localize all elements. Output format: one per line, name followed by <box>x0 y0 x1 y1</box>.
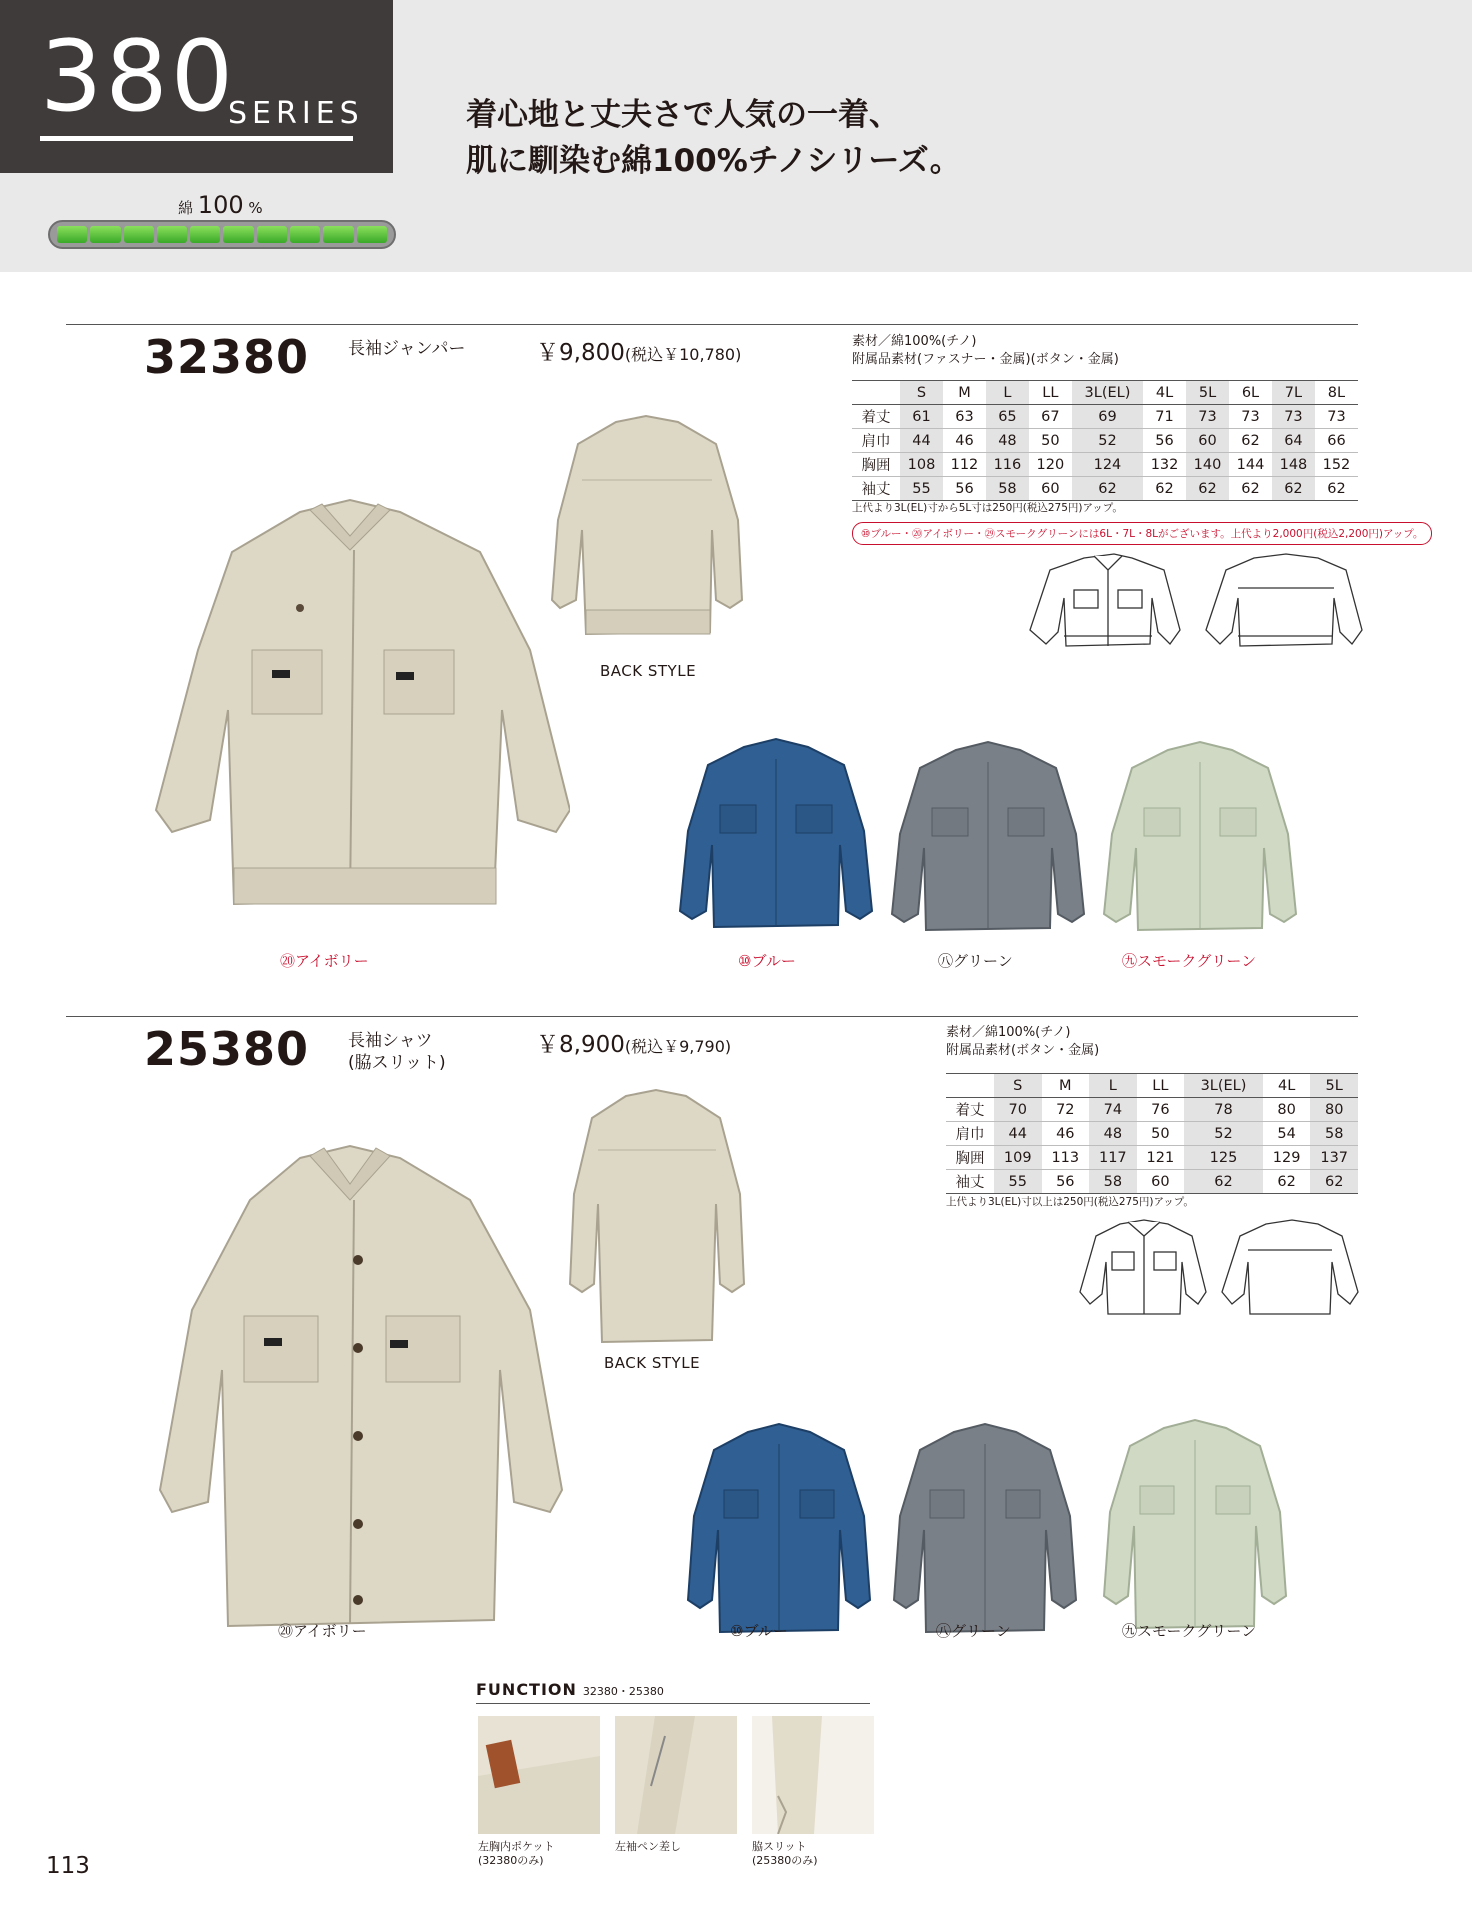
size-cell: 50 <box>1029 429 1072 453</box>
function-codes: 32380・25380 <box>582 1685 664 1698</box>
size-cell: 80 <box>1263 1098 1311 1122</box>
product-price <box>536 334 741 367</box>
size-cell: 72 <box>1042 1098 1090 1122</box>
flat-drawing-shirt <box>1070 1214 1364 1320</box>
color-label-green: ㊇グリーン <box>936 1622 1011 1640</box>
size-cell: 48 <box>986 429 1029 453</box>
table-corner <box>946 1074 994 1098</box>
size-cell: 48 <box>1089 1122 1137 1146</box>
product-code: 32380 <box>144 330 310 384</box>
function-caption <box>478 1840 554 1868</box>
size-cell: 65 <box>986 405 1029 429</box>
function-caption <box>752 1840 818 1868</box>
price-tax: (税込￥9,790) <box>624 1037 732 1056</box>
row-label: 胸囲 <box>852 453 900 477</box>
size-cell: 124 <box>1072 453 1143 477</box>
product-name: 長袖ジャンパー <box>348 339 466 359</box>
row-label: 袖丈 <box>852 477 900 501</box>
size-header: 3L(EL) <box>1184 1074 1263 1098</box>
row-label: 着丈 <box>946 1098 994 1122</box>
cotton-label <box>178 191 263 219</box>
material-line: 素材／綿100%(チノ) <box>852 334 977 349</box>
jumper-green-photo <box>890 738 1086 938</box>
color-label-blue: ⑩ブルー <box>730 1622 788 1640</box>
size-cell: 52 <box>1072 429 1143 453</box>
table-row <box>946 1098 1358 1122</box>
meter-segment <box>323 226 353 243</box>
size-cell: 60 <box>1029 477 1072 501</box>
row-label: 胸囲 <box>946 1146 994 1170</box>
cotton-unit: % <box>248 199 263 217</box>
size-cell: 52 <box>1184 1122 1263 1146</box>
meter-segment <box>57 226 87 243</box>
back-style-label: BACK STYLE <box>600 662 697 680</box>
row-label: 袖丈 <box>946 1170 994 1194</box>
size-header: LL <box>1029 381 1072 405</box>
meter-segment <box>357 226 387 243</box>
size-cell: 62 <box>1229 477 1272 501</box>
size-cell: 58 <box>1310 1122 1358 1146</box>
size-cell: 116 <box>986 453 1029 477</box>
meter-segment <box>90 226 120 243</box>
size-header: LL <box>1137 1074 1185 1098</box>
size-cell: 66 <box>1315 429 1358 453</box>
size-cell: 140 <box>1186 453 1229 477</box>
product-name <box>348 1030 446 1074</box>
size-cell: 108 <box>900 453 943 477</box>
jumper-front-photo <box>150 480 570 930</box>
size-cell: 71 <box>1143 405 1186 429</box>
size-cell: 109 <box>994 1146 1042 1170</box>
function-image-side-slit <box>752 1716 874 1834</box>
size-cell: 74 <box>1089 1098 1137 1122</box>
accessory-line: 附属品素材(ボタン・金属) <box>946 1043 1100 1058</box>
function-caption-line2: (25380のみ) <box>752 1854 818 1867</box>
price-value: ￥9,800 <box>536 340 625 366</box>
size-cell: 62 <box>1143 477 1186 501</box>
product-price <box>536 1026 731 1059</box>
flat-drawing-jumper <box>1024 548 1364 658</box>
size-header: S <box>900 381 943 405</box>
size-note: 上代より3L(EL)寸以上は250円(税込275円)アップ。 <box>946 1196 1194 1208</box>
shirt-smoke-green-photo <box>1100 1416 1290 1632</box>
section-rule <box>66 324 1358 325</box>
size-header: 8L <box>1315 381 1358 405</box>
size-cell: 60 <box>1137 1170 1185 1194</box>
size-cell: 50 <box>1137 1122 1185 1146</box>
jumper-back-photo <box>546 410 746 650</box>
accessory-line: 附属品素材(ファスナー・金属)(ボタン・金属) <box>852 352 1119 367</box>
function-rule <box>476 1703 870 1704</box>
table-row <box>852 477 1358 501</box>
shirt-blue-photo <box>684 1420 874 1636</box>
series-box <box>0 0 393 173</box>
color-label-ivory: ⑳アイボリー <box>278 1622 367 1640</box>
size-note: 上代より3L(EL)寸から5L寸は250円(税込275円)アップ。 <box>852 502 1123 514</box>
function-caption-line2: (32380のみ) <box>478 1854 544 1867</box>
size-cell: 62 <box>1184 1170 1263 1194</box>
color-label-ivory: ⑳アイボリー <box>280 952 369 970</box>
product-name-line2: (脇スリット) <box>348 1053 446 1073</box>
size-cell: 73 <box>1229 405 1272 429</box>
size-cell: 63 <box>943 405 986 429</box>
size-header: 4L <box>1263 1074 1311 1098</box>
color-label-smoke-green: ㊈スモークグリーン <box>1122 1622 1257 1640</box>
product-code: 25380 <box>144 1022 310 1076</box>
function-image-pen-holder <box>615 1716 737 1834</box>
size-cell: 62 <box>1072 477 1143 501</box>
size-cell: 55 <box>994 1170 1042 1194</box>
series-underline <box>40 136 353 141</box>
tagline-line2: 肌に馴染む綿100%チノシリーズ。 <box>466 143 961 179</box>
size-header: 7L <box>1272 381 1315 405</box>
size-table <box>852 380 1358 501</box>
size-header: 5L <box>1310 1074 1358 1098</box>
size-header: 6L <box>1229 381 1272 405</box>
table-row <box>946 1170 1358 1194</box>
meter-segment <box>257 226 287 243</box>
size-cell: 132 <box>1143 453 1186 477</box>
row-label: 着丈 <box>852 405 900 429</box>
size-cell: 120 <box>1029 453 1072 477</box>
size-cell: 73 <box>1315 405 1358 429</box>
size-cell: 64 <box>1272 429 1315 453</box>
function-heading: FUNCTION <box>476 1680 577 1699</box>
meter-segment <box>290 226 320 243</box>
table-row <box>852 405 1358 429</box>
size-cell: 44 <box>994 1122 1042 1146</box>
size-header: 3L(EL) <box>1072 381 1143 405</box>
series-number: 380 <box>40 20 237 134</box>
color-label-blue: ⑩ブルー <box>738 952 796 970</box>
size-cell: 62 <box>1272 477 1315 501</box>
size-cell: 121 <box>1137 1146 1185 1170</box>
color-label-green: ㊇グリーン <box>938 952 1013 970</box>
size-cell: 56 <box>1143 429 1186 453</box>
size-header: 4L <box>1143 381 1186 405</box>
cotton-value: 100 <box>197 191 244 219</box>
size-cell: 76 <box>1137 1098 1185 1122</box>
table-row <box>946 1122 1358 1146</box>
size-cell: 113 <box>1042 1146 1090 1170</box>
shirt-front-photo <box>150 1120 570 1640</box>
row-label: 肩巾 <box>852 429 900 453</box>
size-cell: 46 <box>943 429 986 453</box>
size-cell: 144 <box>1229 453 1272 477</box>
size-cell: 129 <box>1263 1146 1311 1170</box>
size-cell: 80 <box>1310 1098 1358 1122</box>
size-cell: 56 <box>943 477 986 501</box>
tagline <box>466 92 961 184</box>
jumper-smoke-green-photo <box>1102 738 1298 938</box>
cotton-meter <box>48 220 396 249</box>
back-style-label: BACK STYLE <box>604 1354 701 1372</box>
table-corner <box>852 381 900 405</box>
size-cell: 61 <box>900 405 943 429</box>
size-cell: 58 <box>986 477 1029 501</box>
price-value: ￥8,900 <box>536 1032 625 1058</box>
cotton-prefix: 綿 <box>178 199 194 217</box>
size-cell: 46 <box>1042 1122 1090 1146</box>
size-cell: 58 <box>1089 1170 1137 1194</box>
meter-segment <box>190 226 220 243</box>
size-cell: 60 <box>1186 429 1229 453</box>
material-info <box>852 333 1119 369</box>
size-header: L <box>986 381 1029 405</box>
meter-segment <box>157 226 187 243</box>
size-header: 5L <box>1186 381 1229 405</box>
size-cell: 125 <box>1184 1146 1263 1170</box>
price-tax: (税込￥10,780) <box>624 345 742 364</box>
meter-segment <box>223 226 253 243</box>
size-cell: 73 <box>1186 405 1229 429</box>
product-name-line1: 長袖シャツ <box>348 1031 433 1051</box>
shirt-back-photo <box>560 1084 750 1346</box>
size-cell: 69 <box>1072 405 1143 429</box>
size-cell: 62 <box>1229 429 1272 453</box>
size-cell: 54 <box>1263 1122 1311 1146</box>
size-cell: 62 <box>1315 477 1358 501</box>
jumper-blue-photo <box>678 735 874 935</box>
material-info <box>946 1024 1099 1060</box>
table-row <box>852 453 1358 477</box>
size-cell: 70 <box>994 1098 1042 1122</box>
function-caption-line1: 脇スリット <box>752 1840 807 1853</box>
size-header: S <box>994 1074 1042 1098</box>
size-header: M <box>1042 1074 1090 1098</box>
size-cell: 117 <box>1089 1146 1137 1170</box>
size-table <box>946 1073 1358 1194</box>
size-cell: 62 <box>1310 1170 1358 1194</box>
size-cell: 78 <box>1184 1098 1263 1122</box>
size-cell: 55 <box>900 477 943 501</box>
size-cell: 137 <box>1310 1146 1358 1170</box>
section-rule <box>66 1016 1358 1017</box>
meter-segment <box>124 226 154 243</box>
size-cell: 112 <box>943 453 986 477</box>
size-cell: 152 <box>1315 453 1358 477</box>
table-row <box>946 1146 1358 1170</box>
size-cell: 44 <box>900 429 943 453</box>
series-word: SERIES <box>228 96 364 131</box>
size-header: M <box>943 381 986 405</box>
tagline-line1: 着心地と丈夫さで人気の一着、 <box>466 97 900 133</box>
function-caption-line1: 左袖ペン差し <box>615 1840 681 1853</box>
shirt-green-photo <box>890 1420 1080 1636</box>
size-cell: 62 <box>1263 1170 1311 1194</box>
table-row <box>852 429 1358 453</box>
size-header: L <box>1089 1074 1137 1098</box>
size-cell: 62 <box>1186 477 1229 501</box>
extra-size-note: ⑩ブルー・⑳アイボリー・㉙スモークグリーンには6L・7L・8Lがございます。上代より2,000円(税込2,200円)アップ。 <box>852 522 1432 545</box>
color-label-smoke-green: ㊈スモークグリーン <box>1122 952 1257 970</box>
material-line: 素材／綿100%(チノ) <box>946 1025 1071 1040</box>
size-cell: 148 <box>1272 453 1315 477</box>
function-caption-line1: 左胸内ポケット <box>478 1840 555 1853</box>
row-label: 肩巾 <box>946 1122 994 1146</box>
size-cell: 56 <box>1042 1170 1090 1194</box>
function-image-pocket <box>478 1716 600 1834</box>
function-title <box>476 1680 664 1699</box>
function-caption <box>615 1840 681 1854</box>
size-cell: 67 <box>1029 405 1072 429</box>
page-number: 113 <box>46 1853 90 1879</box>
size-cell: 73 <box>1272 405 1315 429</box>
